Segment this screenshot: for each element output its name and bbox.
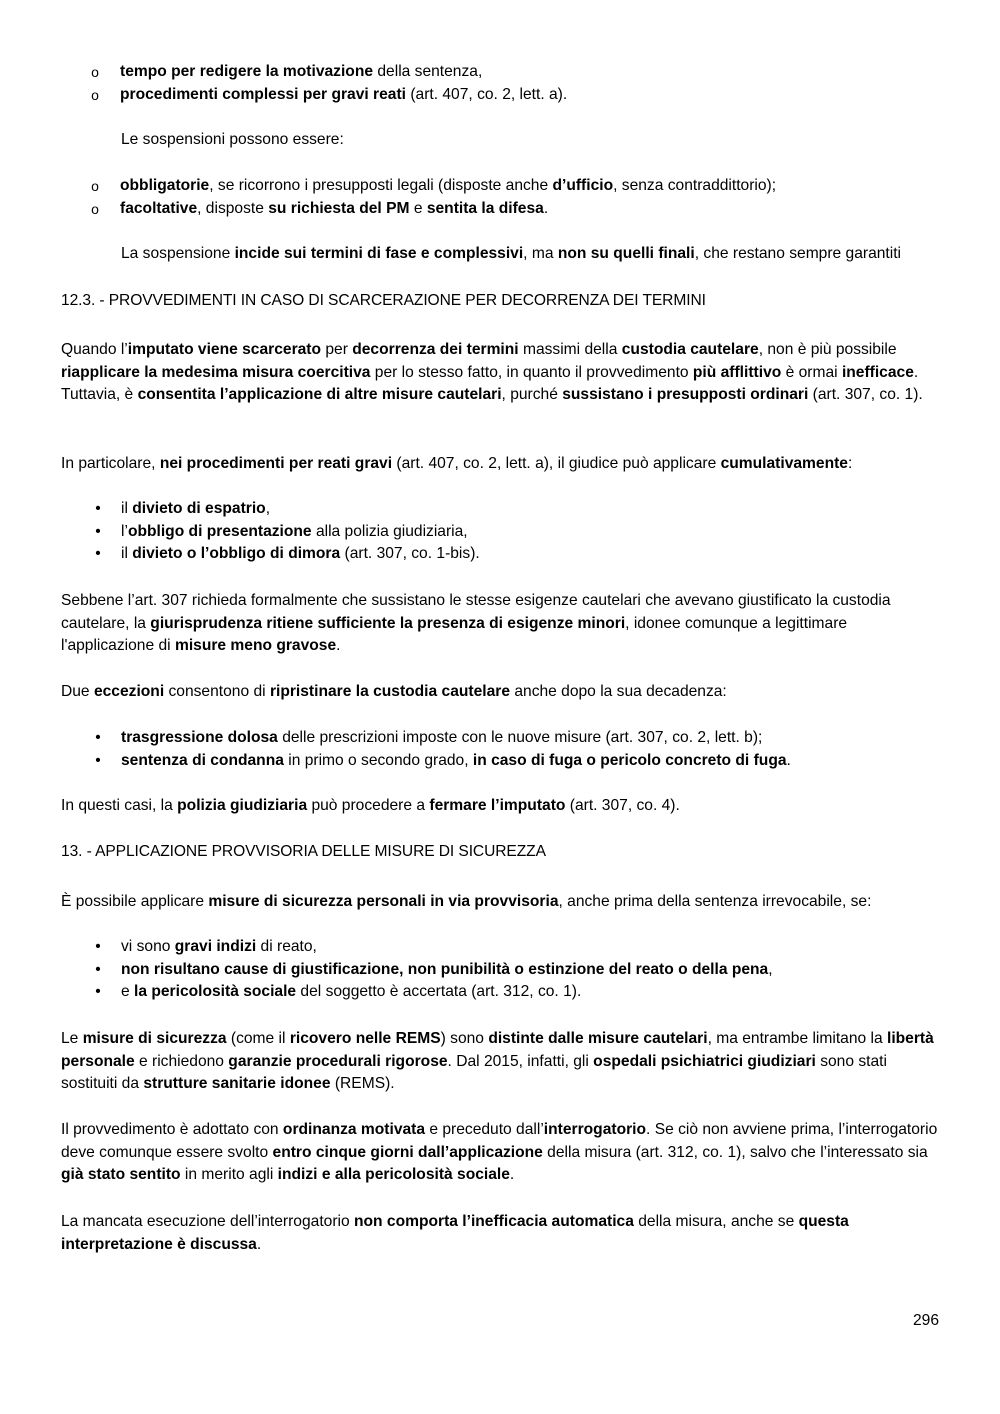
bold-text-run: questa interpretazione è discussa xyxy=(61,1213,849,1253)
list-item xyxy=(0,175,941,198)
text-run: e richiedono xyxy=(134,1052,229,1070)
paragraph-eccezioni xyxy=(61,681,941,704)
text-run: il xyxy=(121,500,133,517)
text-run: , disposte xyxy=(197,199,269,217)
bold-text-run: misure di sicurezza personali in via provvisoria xyxy=(208,893,559,910)
text-run: La sospensione xyxy=(121,245,235,262)
text-run: , idonee comunque a legittimare l'applicazione di xyxy=(61,614,848,655)
bold-text-run: incide sui termini di fase e complessivi xyxy=(234,245,524,262)
bold-text-run: divieto o l’obbligo di dimora xyxy=(132,545,341,563)
text-run: . xyxy=(509,1166,515,1184)
text-run: , purché xyxy=(501,386,563,404)
text-run: e xyxy=(409,199,427,217)
paragraph-reati-gravi xyxy=(61,453,941,476)
text-run: È possibile applicare xyxy=(61,893,209,910)
bold-text-run: trasgressione dolosa xyxy=(121,729,278,746)
bold-text-run: già stato sentito xyxy=(61,1166,181,1184)
bold-text-run: imputato viene scarcerato xyxy=(127,341,322,358)
text-run: , non è più possibile xyxy=(758,341,897,358)
bold-text-run: facoltative xyxy=(120,199,198,217)
text-run: (art. 407, co. 2, lett. a), il giudice può applicare xyxy=(392,455,721,472)
list-item xyxy=(61,498,941,521)
bold-text-run: obbligatorie xyxy=(120,177,210,194)
list-item-text xyxy=(120,177,776,194)
paragraph-interrogatorio xyxy=(61,1211,941,1256)
paragraph-giurisprudenza xyxy=(61,590,941,658)
list-item-text xyxy=(121,523,468,540)
text-run: , xyxy=(768,960,773,978)
bold-text-run: obbligo di presentazione xyxy=(127,522,312,540)
bold-text-run: ricovero nelle REMS xyxy=(289,1030,441,1047)
list-item xyxy=(61,727,941,750)
suspension-reasons-list xyxy=(0,61,941,106)
bold-text-run: strutture sanitarie idonee xyxy=(143,1075,331,1093)
bold-text-run: custodia cautelare xyxy=(621,341,759,358)
bold-text-run: libertà personale xyxy=(61,1030,934,1070)
text-run: Due xyxy=(61,683,94,700)
text-run: della misura (art. 312, co. 1), salvo che l’interessato sia xyxy=(542,1143,928,1161)
exceptions-list xyxy=(61,727,941,772)
list-item xyxy=(61,936,941,959)
list-item-text xyxy=(120,200,548,217)
text-run: Le sospensioni possono essere: xyxy=(121,131,344,148)
text-run: . Dal 2015, infatti, gli xyxy=(447,1052,594,1070)
circle-bullet-icon: o xyxy=(91,200,99,217)
text-run: , anche prima della sentenza irrevocabile, se: xyxy=(558,893,872,910)
section-heading-13: 13. - APPLICAZIONE PROVVISORIA DELLE MISURE DI SICUREZZA xyxy=(61,843,546,860)
text-run: Sebbene l’art. 307 richieda formalmente che sussistano le stesse esigenze cautelari che avevano giustificato la custodia cautelare, la xyxy=(61,592,891,632)
bold-text-run: la pericolosità sociale xyxy=(134,983,297,1001)
text-run: : xyxy=(847,455,853,472)
text-run: e xyxy=(121,983,135,1001)
text-run: . xyxy=(543,199,549,217)
text-run: l’ xyxy=(121,522,128,540)
text-run: sono stati sostituiti da xyxy=(61,1052,887,1093)
text-run: (art. 307, co. 1). xyxy=(808,386,923,404)
text-run: del soggetto è accertata (art. 312, co. 1). xyxy=(296,983,582,1001)
text-run: Il provvedimento è adottato con xyxy=(61,1121,283,1138)
bold-text-run: indizi e alla pericolosità sociale xyxy=(277,1166,510,1184)
bold-text-run: inefficace xyxy=(841,363,914,381)
bullet-icon: • xyxy=(95,960,101,978)
text-run: , se ricorrono i presupposti legali (disposte anche xyxy=(209,177,553,194)
list-item-text xyxy=(121,961,773,978)
paragraph-ordinanza xyxy=(61,1119,941,1187)
bold-text-run: consentita l’applicazione di altre misure cautelari xyxy=(137,386,502,404)
text-run: è ormai xyxy=(781,363,842,381)
text-run: , xyxy=(265,500,271,517)
circle-bullet-icon: o xyxy=(91,86,99,103)
text-run: In questi casi, la xyxy=(61,797,178,814)
bold-text-run: ordinanza motivata xyxy=(282,1121,426,1138)
list-item-text xyxy=(121,752,791,769)
text-run: , ma xyxy=(523,245,558,262)
paragraph-scarcerazione xyxy=(61,339,941,407)
text-run: e preceduto dall’ xyxy=(425,1121,544,1138)
text-run: alla polizia giudiziaria, xyxy=(311,522,468,540)
list-item xyxy=(61,543,941,566)
text-run: delle prescrizioni imposte con le nuove misure (art. 307, co. 2, lett. b); xyxy=(277,729,763,746)
list-item-text xyxy=(121,938,317,955)
text-run: per xyxy=(321,341,353,358)
list-item-text xyxy=(121,500,270,517)
list-item-text xyxy=(121,729,762,746)
list-item xyxy=(0,61,941,84)
text-run: consentono di xyxy=(164,683,270,700)
paragraph-misure-sicurezza xyxy=(61,891,941,914)
bold-text-run: fermare l’imputato xyxy=(429,797,566,814)
bold-text-run: misure meno gravose xyxy=(174,637,337,655)
paragraph-polizia xyxy=(61,795,941,818)
text-run: . Se ciò non avviene prima, l’interrogatorio deve comunque essere svolto xyxy=(61,1121,938,1161)
list-item xyxy=(61,521,941,544)
bold-text-run: gravi indizi xyxy=(174,938,257,955)
bold-text-run: polizia giudiziaria xyxy=(177,797,308,814)
bold-text-run: ripristinare la custodia cautelare xyxy=(269,683,511,700)
suspension-note xyxy=(121,243,941,266)
bold-text-run: tempo per redigere la motivazione xyxy=(120,63,374,80)
list-item xyxy=(0,198,941,221)
text-run: Le xyxy=(61,1030,83,1047)
bullet-icon: • xyxy=(95,500,101,517)
bold-text-run: ospedali psichiatrici giudiziari xyxy=(593,1052,816,1070)
bold-text-run: riapplicare la medesima misura coercitiva xyxy=(61,363,371,381)
text-run: Quando l’ xyxy=(61,341,128,358)
circle-bullet-icon: o xyxy=(91,178,99,194)
text-run: il xyxy=(121,545,133,563)
text-run: della misura, anche se xyxy=(633,1213,799,1230)
text-run: vi sono xyxy=(121,938,175,955)
paragraph-rems xyxy=(61,1028,941,1096)
bold-text-run: garanzie procedurali rigorose xyxy=(228,1052,448,1070)
text-run: anche dopo la sua decadenza: xyxy=(510,683,727,700)
bullet-icon: • xyxy=(95,729,101,746)
bold-text-run: sentita la difesa xyxy=(426,199,544,217)
bullet-icon: • xyxy=(95,938,101,955)
text-run: . xyxy=(256,1235,262,1253)
text-run: . xyxy=(786,751,791,769)
list-item-text xyxy=(120,63,482,80)
text-run: per lo stesso fatto, in quanto il provvedimento xyxy=(370,363,693,381)
text-run: , ma entrambe limitano la xyxy=(707,1030,887,1047)
text-run: , che restano sempre garantiti xyxy=(694,245,902,262)
text-run: in merito agli xyxy=(180,1166,278,1184)
text-run: (art. 407, co. 2, lett. a). xyxy=(406,85,568,103)
circle-bullet-icon: o xyxy=(91,64,99,80)
text-run: La mancata esecuzione dell’interrogatorio xyxy=(61,1213,354,1230)
text-run: di reato, xyxy=(256,938,317,955)
cumulative-measures-list xyxy=(61,498,941,566)
text-run: ) sono xyxy=(440,1030,489,1047)
bold-text-run: in caso di fuga o pericolo concreto di fuga xyxy=(472,751,787,769)
bold-text-run: eccezioni xyxy=(93,683,165,700)
bold-text-run: decorrenza dei termini xyxy=(352,341,519,358)
bold-text-run: distinte dalle misure cautelari xyxy=(488,1030,708,1047)
bold-text-run: divieto di espatrio xyxy=(132,500,266,517)
text-run: , senza contraddittorio); xyxy=(613,177,777,194)
suspensions-intro xyxy=(121,129,941,152)
list-item xyxy=(61,959,941,982)
list-item-text xyxy=(120,86,567,103)
section-heading-12-3: 12.3. - PROVVEDIMENTI IN CASO DI SCARCERAZIONE PER DECORRENZA DEI TERMINI xyxy=(61,292,706,309)
bold-text-run: interrogatorio xyxy=(543,1121,647,1138)
text-run: . Tuttavia, è xyxy=(61,363,919,404)
bold-text-run: d’ufficio xyxy=(552,177,614,194)
list-item-text xyxy=(121,983,581,1000)
list-item xyxy=(0,84,941,107)
conditions-list xyxy=(61,936,941,1004)
bold-text-run: procedimenti complessi per gravi reati xyxy=(120,85,406,103)
suspension-types-list xyxy=(0,175,941,220)
text-run: (art. 307, co. 1-bis). xyxy=(340,545,480,563)
bold-text-run: non su quelli finali xyxy=(557,245,695,262)
list-item xyxy=(61,750,941,773)
bold-text-run: entro cinque giorni dall’applicazione xyxy=(272,1143,543,1161)
bullet-icon: • xyxy=(95,522,101,540)
bullet-icon: • xyxy=(95,751,101,769)
bold-text-run: non risultano cause di giustificazione, non punibilità o estinzione del reato o della pena xyxy=(121,960,769,978)
text-run: (come il xyxy=(226,1030,290,1047)
bold-text-run: sussistano i presupposti ordinari xyxy=(562,386,809,404)
bold-text-run: sentenza di condanna xyxy=(121,751,284,769)
text-run: (art. 307, co. 4). xyxy=(565,797,680,814)
list-item-text xyxy=(121,545,480,562)
bold-text-run: misure di sicurezza xyxy=(82,1030,227,1047)
bold-text-run: più afflittivo xyxy=(692,363,782,381)
text-run: . xyxy=(336,637,341,655)
bullet-icon: • xyxy=(95,983,101,1001)
bold-text-run: su richiesta del PM xyxy=(268,199,410,217)
bold-text-run: cumulativamente xyxy=(720,455,848,472)
page-number: 296 xyxy=(912,1312,939,1329)
bold-text-run: nei procedimenti per reati gravi xyxy=(159,455,393,472)
text-run: massimi della xyxy=(518,341,622,358)
text-run: della sentenza, xyxy=(373,63,483,80)
text-run: in primo o secondo grado, xyxy=(283,751,473,769)
text-run: (REMS). xyxy=(330,1075,395,1093)
bold-text-run: giurisprudenza ritiene sufficiente la presenza di esigenze minori xyxy=(150,614,626,632)
list-item xyxy=(61,981,941,1004)
bold-text-run: non comporta l’inefficacia automatica xyxy=(354,1213,634,1230)
bullet-icon: • xyxy=(95,545,101,563)
text-run: In particolare, xyxy=(61,455,160,472)
text-run: può procedere a xyxy=(307,797,430,814)
